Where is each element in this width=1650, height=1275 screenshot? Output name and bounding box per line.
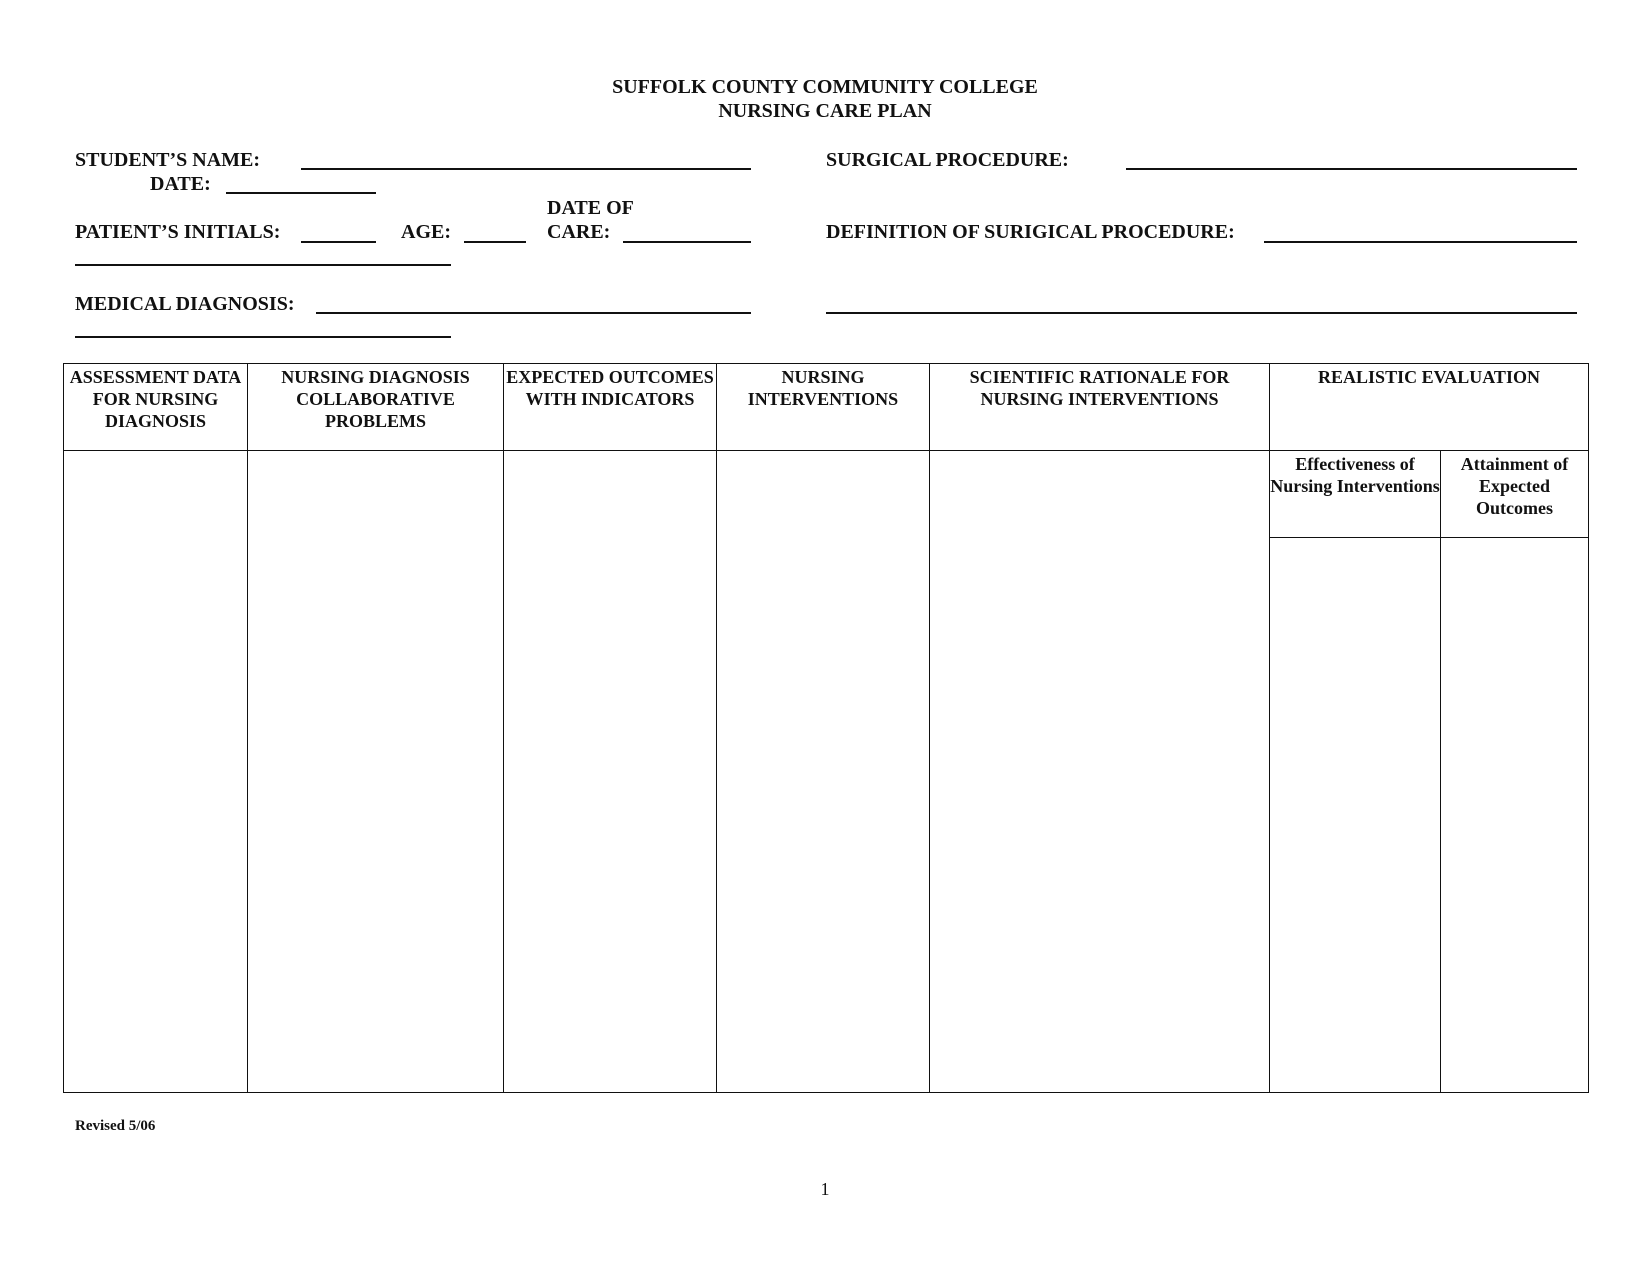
medical-diagnosis-line[interactable] bbox=[316, 312, 751, 314]
nursing-interventions-cell[interactable] bbox=[717, 451, 930, 1093]
students-name-label: STUDENT’S NAME: bbox=[75, 149, 261, 171]
medical-diagnosis-extra-line[interactable] bbox=[75, 336, 451, 338]
col-nursing-diagnosis-header: NURSING DIAGNOSIS COLLABORATIVE PROBLEMS bbox=[248, 364, 504, 451]
form-title: NURSING CARE PLAN bbox=[718, 100, 932, 122]
effectiveness-cell[interactable] bbox=[1270, 538, 1441, 1093]
care-plan-table bbox=[63, 363, 1589, 1093]
students-name-line[interactable] bbox=[301, 168, 751, 170]
effectiveness-subheader: Effectiveness of Nursing Interventions bbox=[1270, 451, 1441, 538]
definition-continued-line[interactable] bbox=[826, 312, 1577, 314]
col-scientific-rationale-header: SCIENTIFIC RATIONALE FOR NURSING INTERVENTIONS bbox=[930, 364, 1270, 451]
nursing-diagnosis-cell[interactable] bbox=[248, 451, 504, 1093]
attainment-subheader: Attainment of Expected Outcomes bbox=[1441, 451, 1589, 538]
date-of-label: DATE OF bbox=[547, 197, 634, 219]
surgical-procedure-label: SURGICAL PROCEDURE: bbox=[826, 149, 1069, 171]
col-nursing-interventions-header: NURSING INTERVENTIONS bbox=[717, 364, 930, 451]
assessment-cell[interactable] bbox=[64, 451, 248, 1093]
medical-diagnosis-label: MEDICAL DIAGNOSIS: bbox=[75, 293, 295, 315]
patient-extra-line[interactable] bbox=[75, 264, 451, 266]
date-line[interactable] bbox=[226, 192, 376, 194]
definition-label: DEFINITION OF SURIGICAL PROCEDURE: bbox=[826, 221, 1235, 243]
care-label: CARE: bbox=[547, 221, 611, 243]
date-label: DATE: bbox=[150, 173, 211, 195]
college-title: SUFFOLK COUNTY COMMUNITY COLLEGE bbox=[612, 76, 1038, 98]
patients-initials-label: PATIENT’S INITIALS: bbox=[75, 221, 281, 243]
scientific-rationale-cell[interactable] bbox=[930, 451, 1270, 1093]
age-label: AGE: bbox=[401, 221, 451, 243]
age-line[interactable] bbox=[464, 241, 526, 243]
patients-initials-line[interactable] bbox=[301, 241, 376, 243]
page-number: 1 bbox=[820, 1179, 830, 1199]
expected-outcomes-cell[interactable] bbox=[504, 451, 717, 1093]
surgical-procedure-line[interactable] bbox=[1126, 168, 1577, 170]
col-realistic-evaluation-header: REALISTIC EVALUATION bbox=[1270, 364, 1589, 451]
revised-note: Revised 5/06 bbox=[75, 1118, 156, 1134]
attainment-cell[interactable] bbox=[1441, 538, 1589, 1093]
col-assessment-header: ASSESSMENT DATA FOR NURSING DIAGNOSIS bbox=[64, 364, 248, 451]
date-of-care-line[interactable] bbox=[623, 241, 751, 243]
definition-line[interactable] bbox=[1264, 241, 1577, 243]
col-expected-outcomes-header: EXPECTED OUTCOMES WITH INDICATORS bbox=[504, 364, 717, 451]
